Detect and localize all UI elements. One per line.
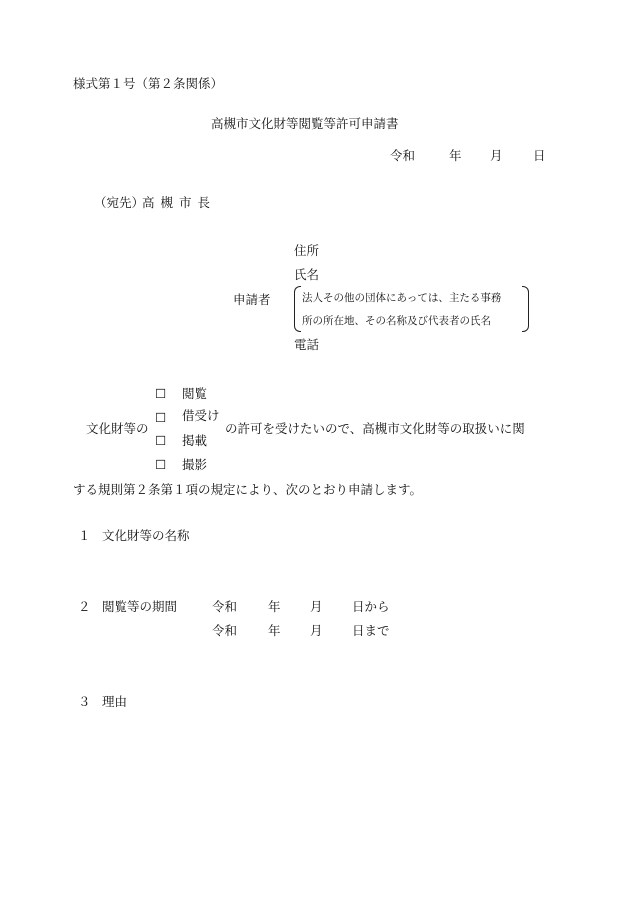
period-from-year: 年 xyxy=(268,599,281,614)
addressee-name: 高槻市長 xyxy=(142,195,217,210)
checkbox-borrow[interactable]: ☐ xyxy=(155,410,167,425)
option-photograph-label: 撮影 xyxy=(182,457,208,472)
period-from-month: 月 xyxy=(310,599,323,614)
period-to-era: 令和 xyxy=(212,623,238,638)
item3-label: 理由 xyxy=(102,694,128,709)
period-from-era: 令和 xyxy=(212,599,238,614)
item1-label: 文化財等の名称 xyxy=(102,528,190,543)
applicant-note-line2: 所の所在地、その名称及び代表者の氏名 xyxy=(302,315,491,327)
checkbox-photograph[interactable]: ☐ xyxy=(155,457,167,472)
item2-number: ２ xyxy=(78,599,91,614)
date-day: 日 xyxy=(533,148,546,163)
date-era: 令和 xyxy=(390,148,416,163)
note-bracket-left xyxy=(294,286,301,332)
request-continuation: する規則第２条第１項の規定により、次のとおり申請します。 xyxy=(73,482,423,497)
checkbox-publish[interactable]: ☐ xyxy=(155,433,167,448)
period-from-day: 日から xyxy=(352,599,390,614)
period-to-year: 年 xyxy=(268,623,281,638)
addressee-prefix: （宛先） xyxy=(94,195,145,210)
option-publish-label: 掲載 xyxy=(182,433,208,448)
page-title: 高槻市文化財等閲覧等許可申請書 xyxy=(211,116,399,131)
date-month: 月 xyxy=(490,148,503,163)
date-year: 年 xyxy=(449,148,462,163)
phone-label: 電話 xyxy=(294,337,320,352)
item3-number: ３ xyxy=(78,694,91,709)
applicant-note-line1: 法人その他の団体にあっては、主たる事務 xyxy=(302,292,502,304)
period-to-day: 日まで xyxy=(352,623,390,638)
request-tail: の許可を受けたいので、高槻市文化財等の取扱いに関 xyxy=(225,421,525,436)
checkbox-view[interactable]: ☐ xyxy=(155,386,167,401)
applicant-label: 申請者 xyxy=(233,292,271,307)
note-bracket-right xyxy=(522,286,529,332)
item2-label: 閲覧等の期間 xyxy=(102,599,178,614)
period-to-month: 月 xyxy=(310,623,323,638)
form-number: 様式第１号（第２条関係） xyxy=(73,76,224,91)
option-borrow-label: 借受け xyxy=(182,408,220,423)
request-lead: 文化財等の xyxy=(86,421,149,436)
address-label: 住所 xyxy=(294,243,320,258)
name-label: 氏名 xyxy=(294,267,320,282)
item1-number: １ xyxy=(78,528,91,543)
option-view-label: 閲覧 xyxy=(182,386,208,401)
